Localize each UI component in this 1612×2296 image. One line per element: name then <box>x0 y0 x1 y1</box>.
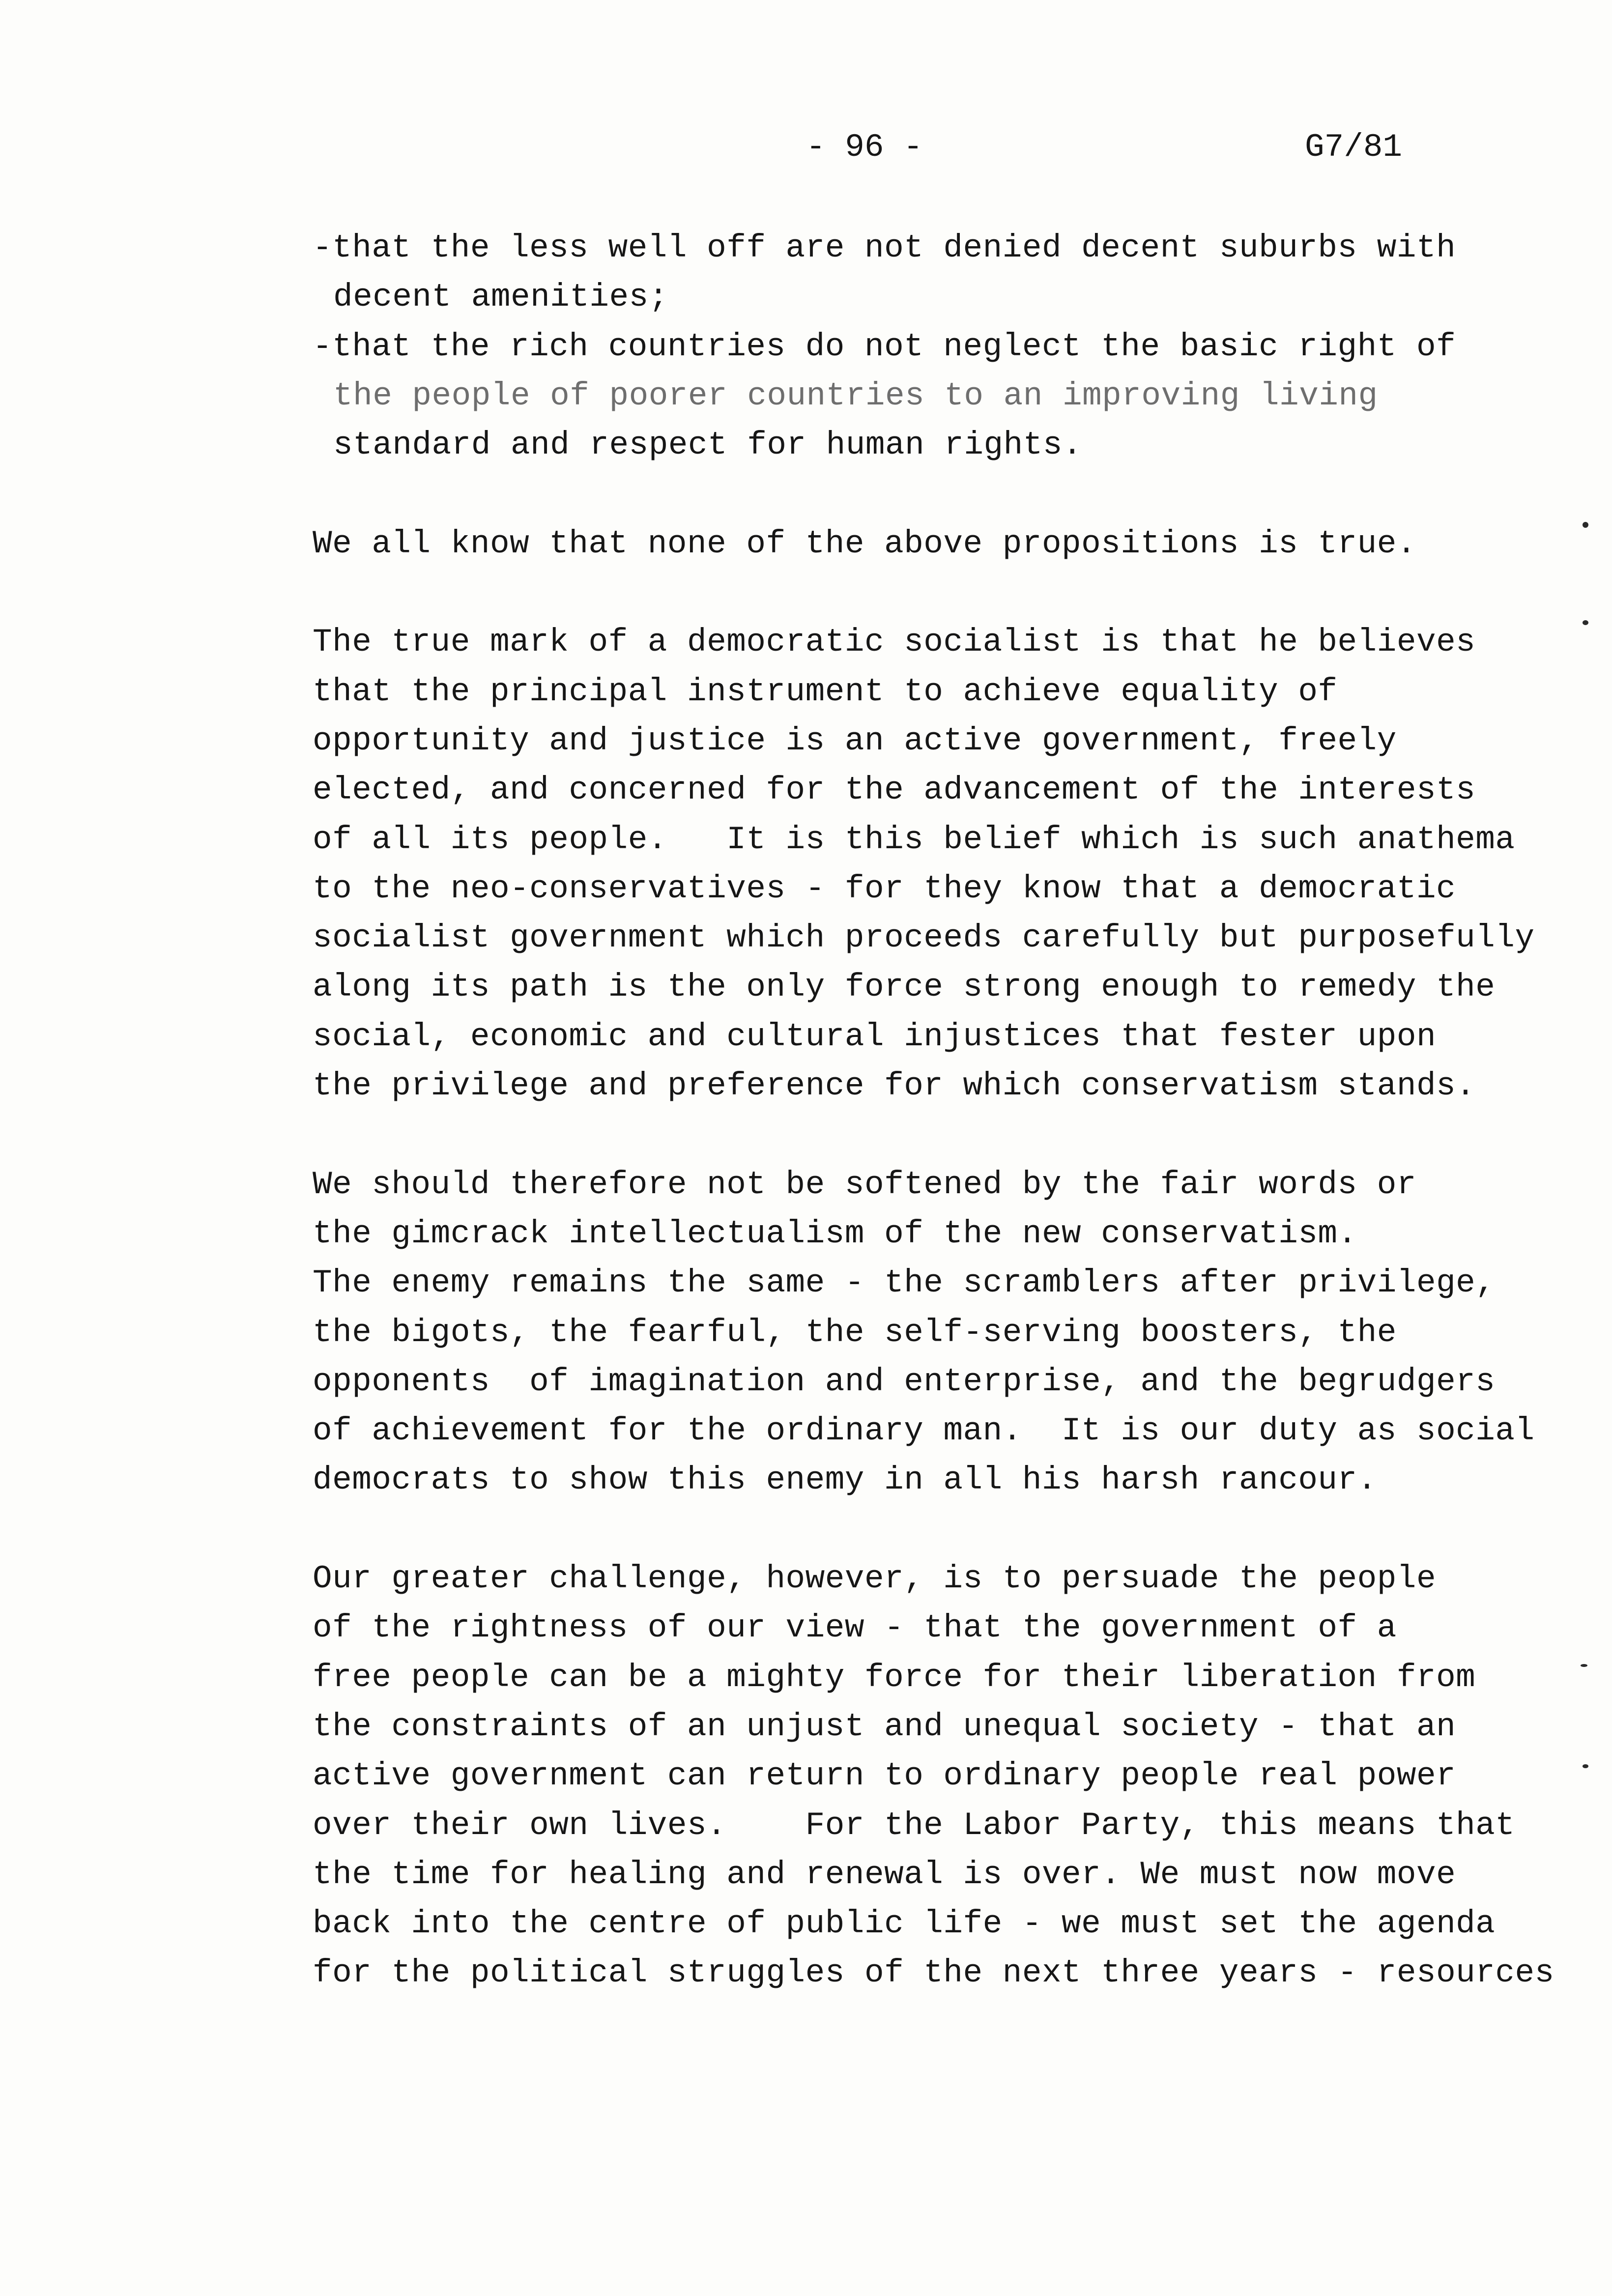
text-line: We all know that none of the above propositions is true. <box>313 525 1416 562</box>
text-line: decent amenities; <box>333 279 668 316</box>
bullet-item <box>313 224 1581 322</box>
scan-speck <box>1583 522 1588 528</box>
text-line: the bigots, the fearful, the self-serving boosters, the <box>313 1314 1397 1351</box>
bullet-item <box>313 322 1581 470</box>
text-line: social, economic and cultural injustices that fester upon <box>313 1018 1437 1055</box>
paragraph-gap <box>313 569 1581 618</box>
document-body <box>313 224 1581 1998</box>
text-line: Our greater challenge, however, is to persuade the people <box>313 1560 1437 1598</box>
scan-speck <box>1583 620 1588 625</box>
text-line: of the rightness of our view - that the government of a <box>313 1609 1397 1647</box>
paragraph <box>313 1160 1581 1505</box>
text-line: opponents of imagination and enterprise, and the begrudgers <box>313 1363 1496 1400</box>
text-line: the people of poorer countries to an improving living <box>333 377 1378 414</box>
paragraph-gap <box>313 470 1581 519</box>
text-line: socialist government which proceeds carefully but purposefully <box>313 919 1535 957</box>
scan-speck <box>1583 1764 1588 1768</box>
text-line: democrats to show this enemy in all his harsh rancour. <box>313 1462 1377 1499</box>
paragraph-gap <box>313 1505 1581 1554</box>
text-line: free people can be a mighty force for their liberation from <box>313 1659 1476 1696</box>
document-reference: G7/81 <box>1305 129 1403 166</box>
text-line: -that the rich countries do not neglect the basic right of <box>313 328 1456 365</box>
text-line: the constraints of an unjust and unequal society - that an <box>313 1708 1456 1745</box>
paragraph-gap <box>313 1111 1581 1160</box>
text-line: The enemy remains the same - the scramblers after privilege, <box>313 1264 1496 1302</box>
text-line: the time for healing and renewal is over. We must now move <box>313 1856 1456 1893</box>
text-line: the gimcrack intellectualism of the new conservatism. <box>313 1215 1357 1252</box>
text-line: We should therefore not be softened by the fair words or <box>313 1166 1416 1203</box>
scan-speck <box>1581 1664 1587 1667</box>
bullet-list <box>313 224 1581 470</box>
text-line: of achievement for the ordinary man. It is our duty as social <box>313 1412 1535 1450</box>
page-header <box>0 125 1612 170</box>
page-number: - 96 - <box>806 129 923 166</box>
text-line: to the neo-conservatives - for they know that a democratic <box>313 870 1456 907</box>
text-line: elected, and concerned for the advancement of the interests <box>313 772 1476 809</box>
text-line: the privilege and preference for which conservatism stands. <box>313 1067 1476 1105</box>
paragraph <box>313 519 1581 569</box>
text-line: over their own lives. For the Labor Party, this means that <box>313 1807 1515 1844</box>
paragraph <box>313 1554 1581 1998</box>
text-line: back into the centre of public life - we must set the agenda <box>313 1905 1496 1943</box>
paragraph <box>313 618 1581 1111</box>
text-line: standard and respect for human rights. <box>333 427 1083 464</box>
text-line: -that the less well off are not denied decent suburbs with <box>313 230 1456 266</box>
text-line: that the principal instrument to achieve equality of <box>313 673 1338 710</box>
text-line: opportunity and justice is an active government, freely <box>313 722 1397 759</box>
text-line: of all its people. It is this belief which is such anathema <box>313 821 1515 858</box>
text-line: active government can return to ordinary people real power <box>313 1757 1456 1795</box>
text-line: for the political struggles of the next three years - resources <box>313 1954 1554 1992</box>
text-line: The true mark of a democratic socialist is that he believes <box>313 624 1476 661</box>
text-line: along its path is the only force strong enough to remedy the <box>313 969 1496 1006</box>
